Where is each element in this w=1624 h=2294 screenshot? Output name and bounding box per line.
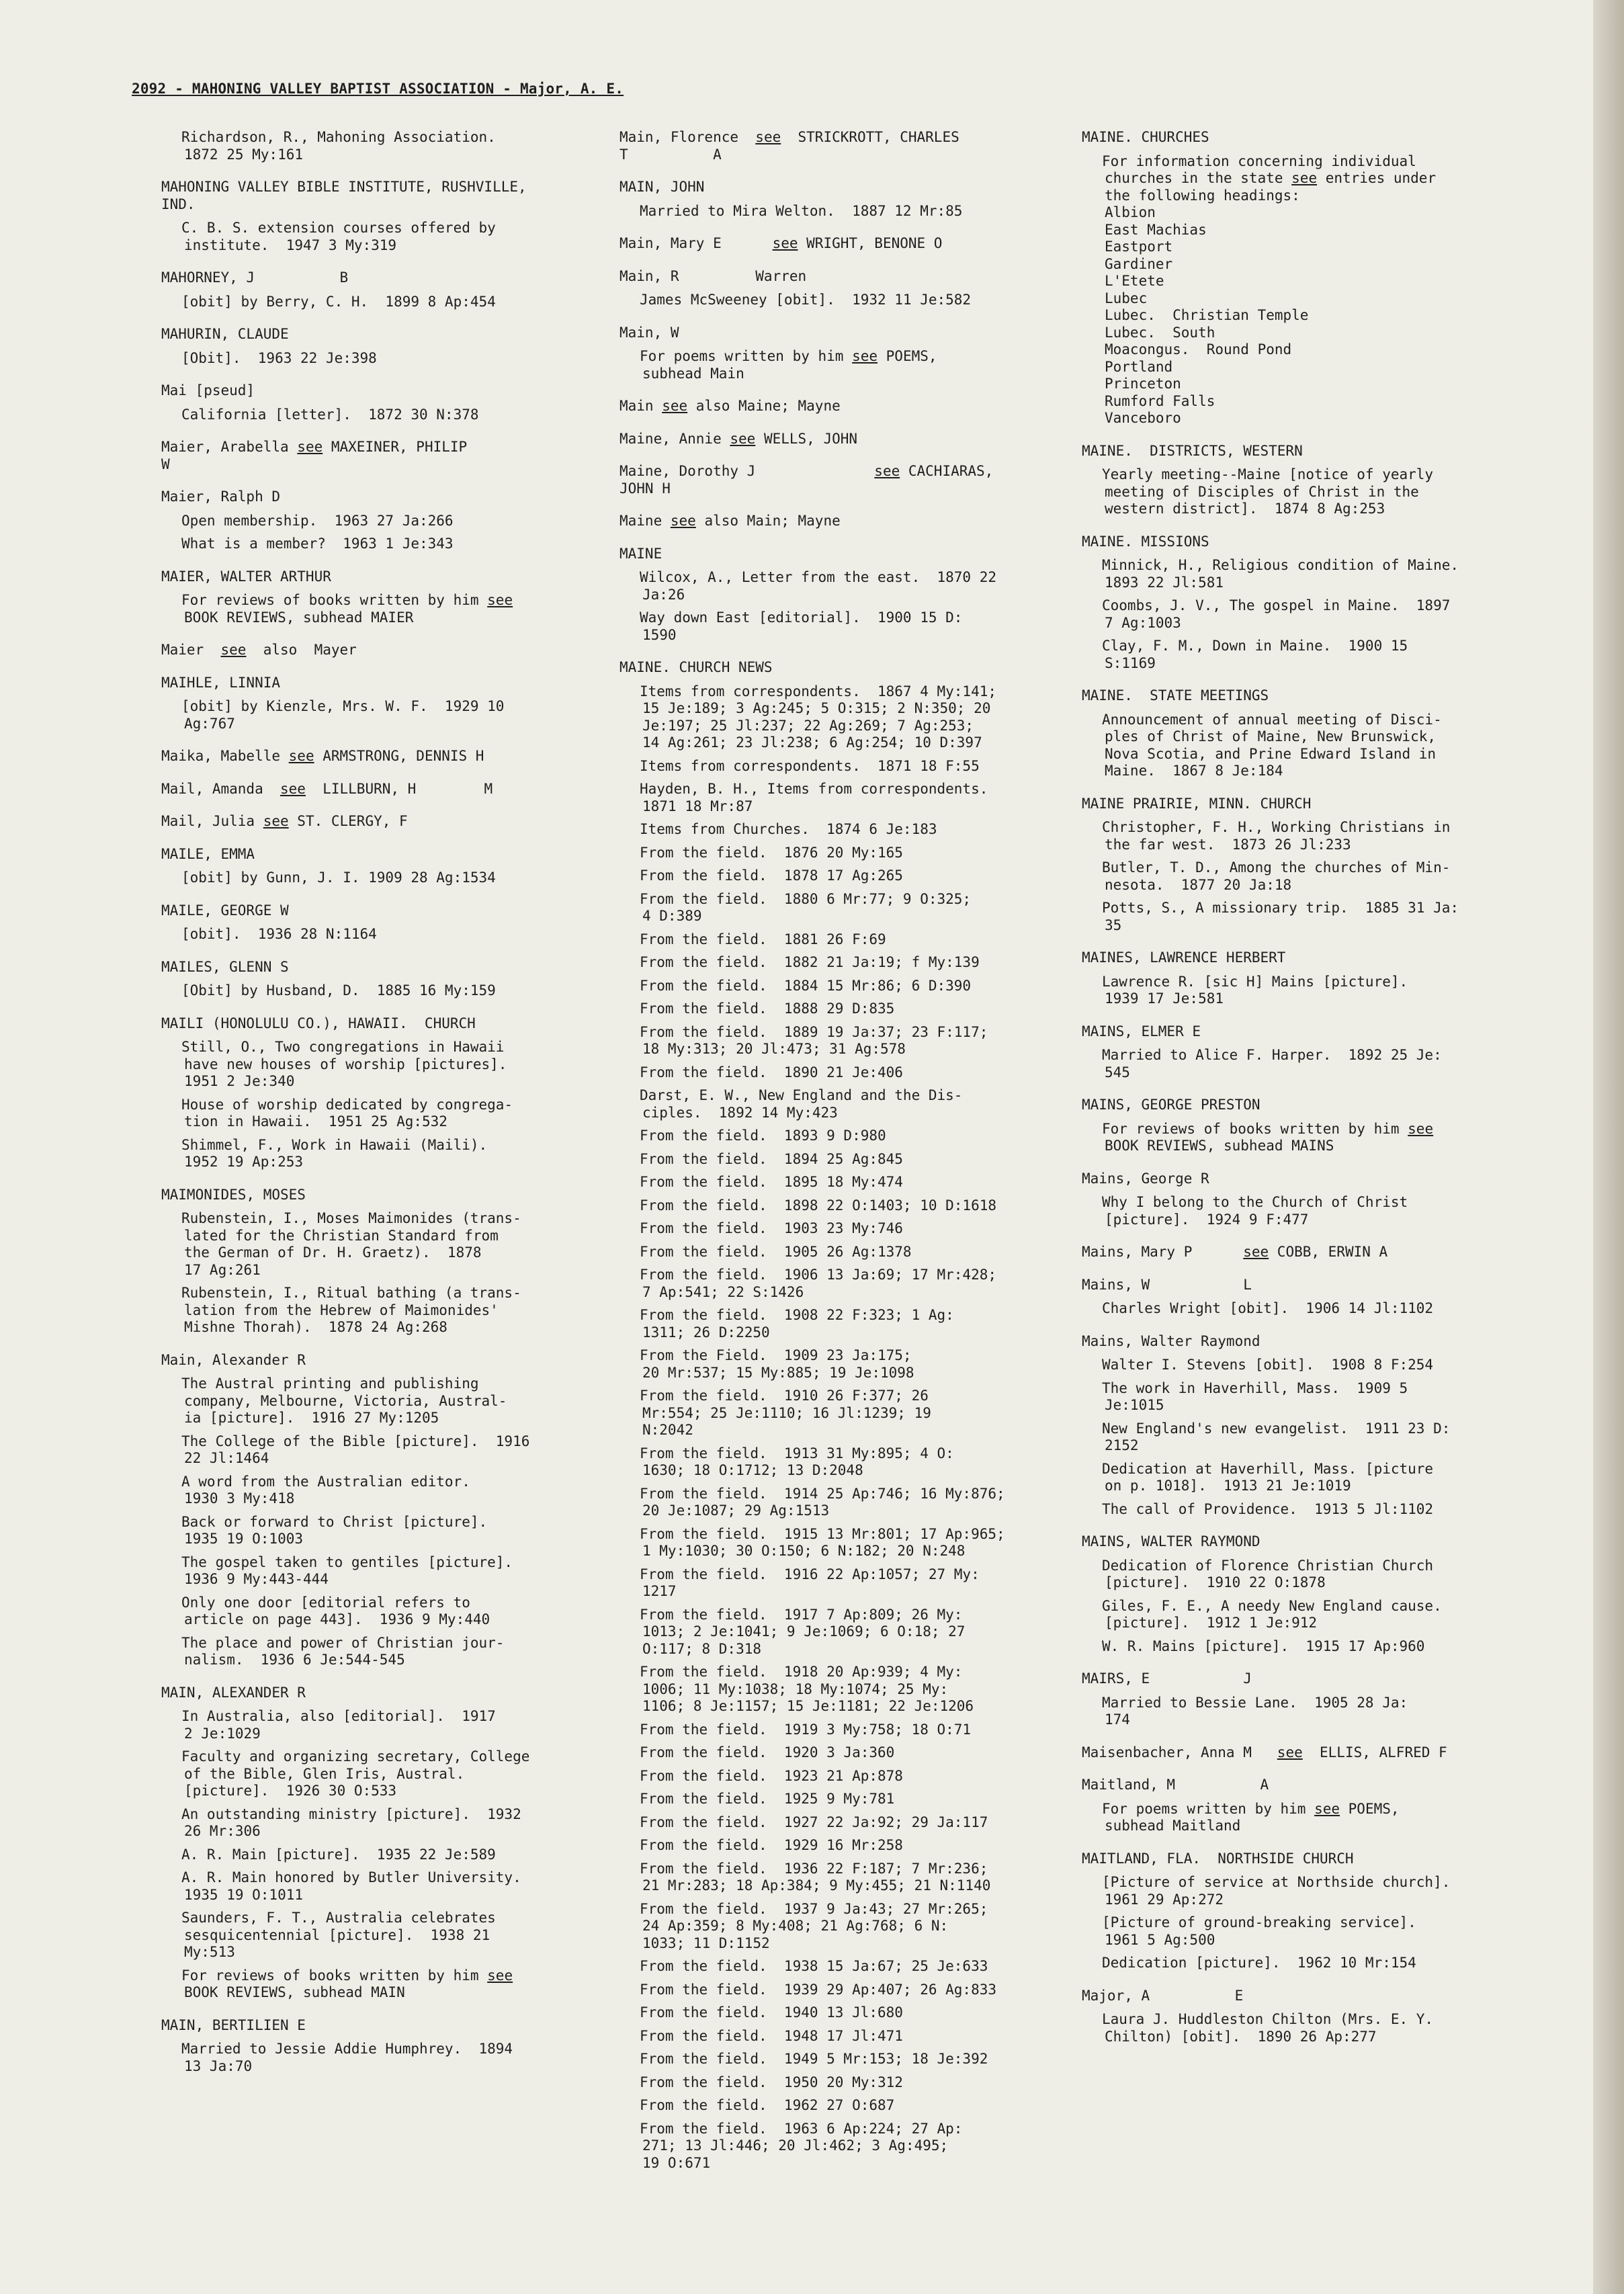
index-entry xyxy=(161,269,595,310)
entry-citation: Walter I. Stevens [obit]. 1908 8 F:254 xyxy=(1102,1357,1434,1373)
index-entry xyxy=(165,129,595,163)
index-entry xyxy=(619,659,1074,2172)
index-entry xyxy=(619,179,1074,220)
entry-citation: Items from correspondents. 1867 4 My:141; 15 Je:189; 3 Ag:245; 5 O:315; 2 N:350; 20 Je:197; 25 Jl:237; 22 Ag:269; 7 Ag:253; 14 Ag:261; 23 Jl:238; 6 Ag:254; 10 D:397 xyxy=(640,683,997,751)
entry-citation: From the field. 1881 26 F:69 xyxy=(640,931,886,947)
entry-citation: From the field. 1925 9 My:781 xyxy=(640,1791,895,1807)
entry-citation: For information concerning individual churches in the state see entries under the following headings: Albion East Machias Eastport Gardiner L'Etete Lubec Lubec. Christian Temple Lubec. South Moacongus. Round Pond Portland Princeton Rumford Falls Vanceboro xyxy=(1102,153,1437,426)
entry-citation: Way down East [editorial]. 1900 15 D: 1590 xyxy=(640,609,963,643)
entry-citation: Items from Churches. 1874 6 Je:183 xyxy=(640,821,937,837)
index-entry xyxy=(1082,1670,1543,1729)
index-entry xyxy=(161,439,595,473)
index-entry xyxy=(1082,1276,1543,1318)
entry-citation: From the field. 1936 22 F:187; 7 Mr:236; 21 Mr:283; 18 Ap:384; 9 My:455; 21 N:1140 xyxy=(640,1860,991,1894)
entry-citation: Faculty and organizing secretary, College of the Bible, Glen Iris, Austral. [picture]. 1926 30 O:533 xyxy=(181,1748,530,1799)
entry-heading: MAIRS, E J xyxy=(1082,1670,1252,1687)
entry-heading: Main, R Warren xyxy=(619,267,807,284)
index-entry xyxy=(161,326,595,367)
entry-citation: Butler, T. D., Among the churches of Min- nesota. 1877 20 Ja:18 xyxy=(1102,859,1451,893)
entry-citation: For poems written by him see POEMS, subhead Maitland xyxy=(1102,1800,1400,1834)
entry-heading: MAIHLE, LINNIA xyxy=(161,674,281,691)
index-column-3 xyxy=(1082,129,1543,2061)
entry-citation: Still, O., Two congregations in Hawaii have new houses of worship [pictures]. 1951 2 Je:340 xyxy=(181,1039,507,1089)
entry-citation: Giles, F. E., A needy New England cause. [picture]. 1912 1 Je:912 xyxy=(1102,1597,1442,1631)
index-entry xyxy=(1082,1850,1543,1972)
entry-citation: From the field. 1898 22 O:1403; 10 D:1618 xyxy=(640,1197,997,1214)
index-entry xyxy=(1082,1170,1543,1229)
entry-citation: The work in Haverhill, Mass. 1909 5 Je:1015 xyxy=(1102,1379,1408,1413)
entry-citation: For reviews of books written by him see BOOK REVIEWS, subhead MAIER xyxy=(181,592,513,626)
entry-citation: Why I belong to the Church of Christ [picture]. 1924 9 F:477 xyxy=(1102,1194,1408,1228)
entry-citation: From the field. 1948 17 Jl:471 xyxy=(640,2027,903,2044)
index-entry xyxy=(1082,795,1543,935)
index-entry xyxy=(1082,442,1543,518)
entry-citation: C. B. S. extension courses offered by institute. 1947 3 My:319 xyxy=(181,220,496,253)
entry-citation: California [letter]. 1872 30 N:378 xyxy=(181,406,479,423)
entry-heading: MAILES, GLENN S xyxy=(161,958,289,975)
entry-citation: The place and power of Christian jour- nalism. 1936 6 Je:544-545 xyxy=(181,1634,505,1668)
entry-citation: Christopher, F. H., Working Christians in the far west. 1873 26 Jl:233 xyxy=(1102,819,1451,853)
index-entry xyxy=(161,902,595,943)
entry-citation: From the field. 1939 29 Ap:407; 26 Ag:833 xyxy=(640,1981,997,1998)
entry-heading: Mains, Walter Raymond xyxy=(1082,1332,1260,1349)
index-column-2 xyxy=(619,129,1074,2187)
index-entry xyxy=(619,324,1074,383)
entry-heading: Maier, Arabella see MAXEINER, PHILIP W xyxy=(161,439,468,472)
entry-heading: Maine, Dorothy J see CACHIARAS, JOHN H xyxy=(619,463,994,497)
entry-heading: MAHONING VALLEY BIBLE INSTITUTE, RUSHVILLE, IND. xyxy=(161,179,527,212)
index-entry xyxy=(619,463,1074,497)
entry-citation: Married to Alice F. Harper. 1892 25 Je: 545 xyxy=(1102,1047,1442,1080)
entry-citation: Saunders, F. T., Australia celebrates sesquicentennial [picture]. 1938 21 My:513 xyxy=(181,1910,496,1960)
entry-citation: From the field. 1905 26 Ag:1378 xyxy=(640,1243,912,1260)
entry-citation: The Austral printing and publishing company, Melbourne, Victoria, Austral- ia [picture]. 1916 27 My:1205 xyxy=(181,1375,507,1426)
index-entry xyxy=(161,488,595,553)
entry-citation: For reviews of books written by him see BOOK REVIEWS, subhead MAIN xyxy=(181,1967,513,2000)
index-entry xyxy=(161,748,595,765)
entry-heading: Maine, Annie see WELLS, JOHN xyxy=(619,430,858,447)
index-entry xyxy=(1082,1777,1543,1835)
entry-citation: From the field. 1878 17 Ag:265 xyxy=(640,867,903,884)
entry-citation: From the Field. 1909 23 Ja:175; 20 Mr:537; 15 My:885; 19 Je:1098 xyxy=(640,1347,914,1381)
entry-citation: From the field. 1890 21 Je:406 xyxy=(640,1064,903,1080)
index-entry xyxy=(1082,1332,1543,1519)
index-entry xyxy=(1082,533,1543,673)
entry-heading: MAHURIN, CLAUDE xyxy=(161,326,289,342)
entry-citation: [Obit]. 1963 22 Je:398 xyxy=(181,349,377,366)
index-entry xyxy=(619,430,1074,448)
entry-citation: Rubenstein, I., Ritual bathing (a trans- lation from the Hebrew of Maimonides' Mishne Thorah). 1878 24 Ag:268 xyxy=(181,1285,521,1335)
entry-heading: Mail, Julia see ST. CLERGY, F xyxy=(161,813,408,829)
entry-citation: From the field. 1903 23 My:746 xyxy=(640,1220,903,1236)
entry-citation: Dedication [picture]. 1962 10 Mr:154 xyxy=(1102,1955,1416,1971)
entry-heading: MAIN, JOHN xyxy=(619,179,705,195)
entry-heading: MAINE. CHURCHES xyxy=(1082,129,1209,145)
entry-citation: W. R. Mains [picture]. 1915 17 Ap:960 xyxy=(1102,1638,1425,1654)
entry-heading: MAITLAND, FLA. NORTHSIDE CHURCH xyxy=(1082,1850,1354,1867)
entry-citation: Richardson, R., Mahoning Association. 1872 25 My:161 xyxy=(181,129,496,163)
entry-heading: MAILI (HONOLULU CO.), HAWAII. CHURCH xyxy=(161,1015,476,1031)
index-entry xyxy=(1082,1097,1543,1155)
entry-citation: From the field. 1963 6 Ap:224; 27 Ap: 271; 13 Jl:446; 20 Jl:462; 3 Ag:495; 19 O:671 xyxy=(640,2120,963,2171)
entry-heading: MAILE, EMMA xyxy=(161,845,255,862)
index-entry xyxy=(161,179,595,254)
entry-citation: From the field. 1894 25 Ag:845 xyxy=(640,1150,903,1167)
entry-citation: From the field. 1893 9 D:980 xyxy=(640,1128,886,1144)
index-entry xyxy=(161,642,595,659)
index-entry xyxy=(161,568,595,627)
entry-citation: The College of the Bible [picture]. 1916 22 Jl:1464 xyxy=(181,1433,530,1466)
entry-citation: Items from correspondents. 1871 18 F:55 xyxy=(640,757,980,774)
entry-citation: Wilcox, A., Letter from the east. 1870 22 Ja:26 xyxy=(640,569,997,603)
entry-citation: From the field. 1940 13 Jl:680 xyxy=(640,2004,903,2021)
index-entry xyxy=(161,1015,595,1171)
entry-citation: Potts, S., A missionary trip. 1885 31 Ja: 35 xyxy=(1102,900,1459,933)
entry-citation: What is a member? 1963 1 Je:343 xyxy=(181,536,454,552)
entry-citation: New England's new evangelist. 1911 23 D: 2152 xyxy=(1102,1420,1451,1453)
entry-citation: Minnick, H., Religious condition of Maine. 1893 22 Jl:581 xyxy=(1102,557,1459,591)
entry-citation: For poems written by him see POEMS, subhead Main xyxy=(640,348,937,382)
entry-heading: Mail, Amanda see LILLBURN, H M xyxy=(161,780,493,797)
entry-citation: Back or forward to Christ [picture]. 1935 19 O:1003 xyxy=(181,1513,488,1547)
entry-citation: From the field. 1916 22 Ap:1057; 27 My: 1217 xyxy=(640,1566,980,1599)
entry-citation: In Australia, also [editorial]. 1917 2 Je:1029 xyxy=(181,1708,496,1742)
entry-heading: MAINS, GEORGE PRESTON xyxy=(1082,1097,1260,1113)
entry-citation: From the field. 1895 18 My:474 xyxy=(640,1174,903,1190)
entry-citation: [obit]. 1936 28 N:1164 xyxy=(181,926,377,942)
entry-heading: MAINE. MISSIONS xyxy=(1082,533,1209,550)
entry-citation: A. R. Main honored by Butler University. 1935 19 O:1011 xyxy=(181,1869,521,1903)
entry-citation: Lawrence R. [sic H] Mains [picture]. 1939 17 Je:581 xyxy=(1102,973,1408,1007)
entry-citation: [Obit] by Husband, D. 1885 16 My:159 xyxy=(181,982,496,999)
entry-citation: [obit] by Gunn, J. I. 1909 28 Ag:1534 xyxy=(181,869,496,886)
entry-citation: From the field. 1917 7 Ap:809; 26 My: 1013; 2 Je:1041; 9 Je:1069; 6 O:18; 27 O:117; 8 D:318 xyxy=(640,1606,966,1657)
entry-citation: From the field. 1876 20 My:165 xyxy=(640,844,903,861)
index-entry xyxy=(1082,1987,1543,2046)
index-entry xyxy=(161,674,595,733)
entry-citation: Shimmel, F., Work in Hawaii (Maili). 1952 19 Ap:253 xyxy=(181,1136,488,1170)
entry-citation: From the field. 1962 27 O:687 xyxy=(640,2097,895,2113)
entry-citation: Darst, E. W., New England and the Dis- ciples. 1892 14 My:423 xyxy=(640,1087,963,1121)
index-entry xyxy=(161,2016,595,2076)
entry-citation: Clay, F. M., Down in Maine. 1900 15 S:1169 xyxy=(1102,638,1408,671)
entry-citation: From the field. 1918 20 Ap:939; 4 My: 1006; 11 My:1038; 18 My:1074; 25 My: 1106; 8 Je:1157; 15 Je:1181; 22 Je:1206 xyxy=(640,1664,974,1714)
index-entry xyxy=(161,780,595,798)
entry-citation: Laura J. Huddleston Chilton (Mrs. E. Y. Chilton) [obit]. 1890 26 Ap:277 xyxy=(1102,2011,1434,2045)
entry-citation: [obit] by Berry, C. H. 1899 8 Ap:454 xyxy=(181,293,496,310)
entry-citation: From the field. 1889 19 Ja:37; 23 F:117; 18 My:313; 20 Jl:473; 31 Ag:578 xyxy=(640,1023,988,1057)
index-entry xyxy=(1082,687,1543,780)
entry-heading: Main, Florence see STRICKROTT, CHARLES T A xyxy=(619,129,959,163)
entry-citation: [obit] by Kienzle, Mrs. W. F. 1929 10 Ag:767 xyxy=(181,698,505,732)
entry-heading: Main, Alexander R xyxy=(161,1351,306,1368)
entry-citation: From the field. 1929 16 Mr:258 xyxy=(640,1837,903,1853)
entry-citation: The call of Providence. 1913 5 Jl:1102 xyxy=(1102,1500,1434,1517)
entry-heading: Mains, W L xyxy=(1082,1276,1252,1293)
entry-citation: Open membership. 1963 27 Ja:266 xyxy=(181,512,454,529)
index-entry xyxy=(1082,129,1543,427)
entry-citation: Hayden, B. H., Items from correspondents. 1871 18 Mr:87 xyxy=(640,781,988,814)
entry-citation: Coombs, J. V., The gospel in Maine. 1897 7 Ag:1003 xyxy=(1102,597,1451,631)
index-entry xyxy=(619,545,1074,644)
page-edge xyxy=(1593,0,1624,2294)
entry-citation: From the field. 1888 29 D:835 xyxy=(640,1001,895,1017)
index-entry xyxy=(1082,1533,1543,1655)
index-entry xyxy=(1082,1023,1543,1082)
index-entry xyxy=(161,1351,595,1669)
index-entry xyxy=(1082,1244,1543,1261)
index-entry xyxy=(619,267,1074,309)
entry-heading: MAINE xyxy=(619,545,663,562)
page-header: 2092 - MAHONING VALLEY BAPTIST ASSOCIATION - Major, A. E. xyxy=(132,81,624,97)
index-entry xyxy=(161,845,595,887)
entry-citation: From the field. 1910 26 F:377; 26 Mr:554; 25 Je:1110; 16 Jl:1239; 19 N:2042 xyxy=(640,1388,931,1438)
entry-heading: Main see also Maine; Mayne xyxy=(619,398,841,414)
index-entry xyxy=(161,813,595,831)
entry-heading: Mai [pseud] xyxy=(161,382,255,398)
index-entry xyxy=(619,398,1074,415)
entry-citation: Yearly meeting--Maine [notice of yearly meeting of Disciples of Christ in the western district]. 1874 8 Ag:253 xyxy=(1102,466,1434,517)
entry-citation: From the field. 1913 31 My:895; 4 O: 1630; 18 O:1712; 13 D:2048 xyxy=(640,1445,954,1478)
index-entry xyxy=(619,235,1074,253)
entry-citation: From the field. 1949 5 Mr:153; 18 Je:392 xyxy=(640,2051,988,2067)
entry-citation: From the field. 1950 20 My:312 xyxy=(640,2074,903,2090)
entry-citation: Only one door [editorial refers to article on page 443]. 1936 9 My:440 xyxy=(181,1594,490,1627)
entry-heading: Maier, Ralph D xyxy=(161,488,281,505)
entry-citation: From the field. 1884 15 Mr:86; 6 D:390 xyxy=(640,977,972,994)
entry-citation: From the field. 1919 3 My:758; 18 O:71 xyxy=(640,1721,972,1738)
entry-citation: Married to Mira Welton. 1887 12 Mr:85 xyxy=(640,202,963,219)
index-entry xyxy=(161,958,595,1000)
entry-citation: From the field. 1920 3 Ja:360 xyxy=(640,1744,895,1760)
entry-heading: MAIER, WALTER ARTHUR xyxy=(161,568,331,585)
entry-heading: MAIN, BERTILIEN E xyxy=(161,2016,306,2033)
entry-heading: MAINES, LAWRENCE HERBERT xyxy=(1082,949,1286,966)
index-entry xyxy=(161,1684,595,2002)
entry-citation: For reviews of books written by him see BOOK REVIEWS, subhead MAINS xyxy=(1102,1120,1434,1154)
entry-heading: Maisenbacher, Anna M see ELLIS, ALFRED F xyxy=(1082,1744,1447,1760)
entry-citation: From the field. 1927 22 Ja:92; 29 Ja:117 xyxy=(640,1814,988,1830)
entry-heading: MAIMONIDES, MOSES xyxy=(161,1186,306,1203)
entry-citation: [Picture of ground-breaking service]. 1961 5 Ag:500 xyxy=(1102,1914,1416,1948)
entry-heading: Maitland, M A xyxy=(1082,1777,1269,1793)
entry-heading: MAINS, ELMER E xyxy=(1082,1023,1201,1039)
entry-citation: From the field. 1906 13 Ja:69; 17 Mr:428; 7 Ap:541; 22 S:1426 xyxy=(640,1267,997,1300)
entry-citation: Charles Wright [obit]. 1906 14 Jl:1102 xyxy=(1102,1300,1434,1316)
entry-heading: MAINE. STATE MEETINGS xyxy=(1082,687,1269,704)
entry-citation: House of worship dedicated by congrega- tion in Hawaii. 1951 25 Ag:532 xyxy=(181,1096,513,1130)
entry-citation: Rubenstein, I., Moses Maimonides (trans- lated for the Christian Standard from the German of Dr. H. Graetz). 1878 17 Ag:261 xyxy=(181,1210,521,1278)
index-entry xyxy=(1082,949,1543,1008)
entry-citation: James McSweeney [obit]. 1932 11 Je:582 xyxy=(640,292,972,308)
entry-heading: Main, W xyxy=(619,324,679,341)
entry-citation: Married to Jessie Addie Humphrey. 1894 13 Ja:70 xyxy=(181,2041,513,2074)
entry-heading: MAINE PRAIRIE, MINN. CHURCH xyxy=(1082,795,1312,812)
entry-heading: Maine see also Main; Mayne xyxy=(619,513,841,529)
entry-citation: Announcement of annual meeting of Disci- ples of Christ of Maine, New Brunswick, Nova Scotia, and Prine Edward Island in Maine. 1867 8 Je:184 xyxy=(1102,711,1442,779)
entry-citation: From the field. 1908 22 F:323; 1 Ag: 1311; 26 D:2250 xyxy=(640,1307,954,1341)
entry-heading: Major, A E xyxy=(1082,1987,1244,2004)
entry-heading: MAINE. DISTRICTS, WESTERN xyxy=(1082,442,1303,459)
entry-citation: A word from the Australian editor. 1930 3 My:418 xyxy=(181,1473,470,1506)
entry-heading: Main, Mary E see WRIGHT, BENONE O xyxy=(619,235,943,251)
entry-heading: Mains, George R xyxy=(1082,1170,1209,1187)
entry-heading: Maika, Mabelle see ARMSTRONG, DENNIS H xyxy=(161,748,484,764)
entry-heading: Maier see also Mayer xyxy=(161,642,357,658)
entry-heading: MAIN, ALEXANDER R xyxy=(161,1684,306,1701)
entry-heading: MAINS, WALTER RAYMOND xyxy=(1082,1533,1260,1549)
entry-citation: From the field. 1880 6 Mr:77; 9 O:325; 4 D:389 xyxy=(640,890,972,924)
index-entry xyxy=(619,513,1074,530)
entry-heading: MAILE, GEORGE W xyxy=(161,902,289,919)
entry-citation: From the field. 1937 9 Ja:43; 27 Mr:265; 24 Ap:359; 8 My:408; 21 Ag:768; 6 N: 1033; 11 D:1152 xyxy=(640,1900,988,1951)
index-column-1 xyxy=(161,129,595,2090)
entry-citation: The gospel taken to gentiles [picture]. 1936 9 My:443-444 xyxy=(181,1554,513,1587)
entry-citation: [Picture of service at Northside church]. 1961 29 Ap:272 xyxy=(1102,1874,1451,1908)
entry-citation: A. R. Main [picture]. 1935 22 Je:589 xyxy=(181,1846,496,1863)
entry-heading: MAHORNEY, J B xyxy=(161,269,349,286)
entry-citation: From the field. 1882 21 Ja:19; f My:139 xyxy=(640,954,980,970)
index-entry xyxy=(161,382,595,423)
entry-heading: MAINE. CHURCH NEWS xyxy=(619,659,773,675)
index-entry xyxy=(1082,1744,1543,1762)
entry-citation: From the field. 1915 13 Mr:801; 17 Ap:965; 1 My:1030; 30 O:150; 6 N:182; 20 N:248 xyxy=(640,1525,1005,1559)
entry-citation: From the field. 1914 25 Ap:746; 16 My:876; 20 Je:1087; 29 Ag:1513 xyxy=(640,1485,1005,1519)
entry-citation: An outstanding ministry [picture]. 1932 26 Mr:306 xyxy=(181,1806,521,1839)
entry-citation: Dedication at Haverhill, Mass. [picture on p. 1018]. 1913 21 Je:1019 xyxy=(1102,1460,1434,1494)
entry-citation: Dedication of Florence Christian Church [picture]. 1910 22 O:1878 xyxy=(1102,1557,1434,1590)
entry-heading: Mains, Mary P see COBB, ERWIN A xyxy=(1082,1244,1388,1260)
entry-citation: From the field. 1923 21 Ap:878 xyxy=(640,1767,903,1784)
index-entry xyxy=(619,129,1074,163)
entry-citation: Married to Bessie Lane. 1905 28 Ja: 174 xyxy=(1102,1694,1408,1728)
entry-citation: From the field. 1938 15 Ja:67; 25 Je:633 xyxy=(640,1958,988,1974)
index-entry xyxy=(161,1186,595,1336)
